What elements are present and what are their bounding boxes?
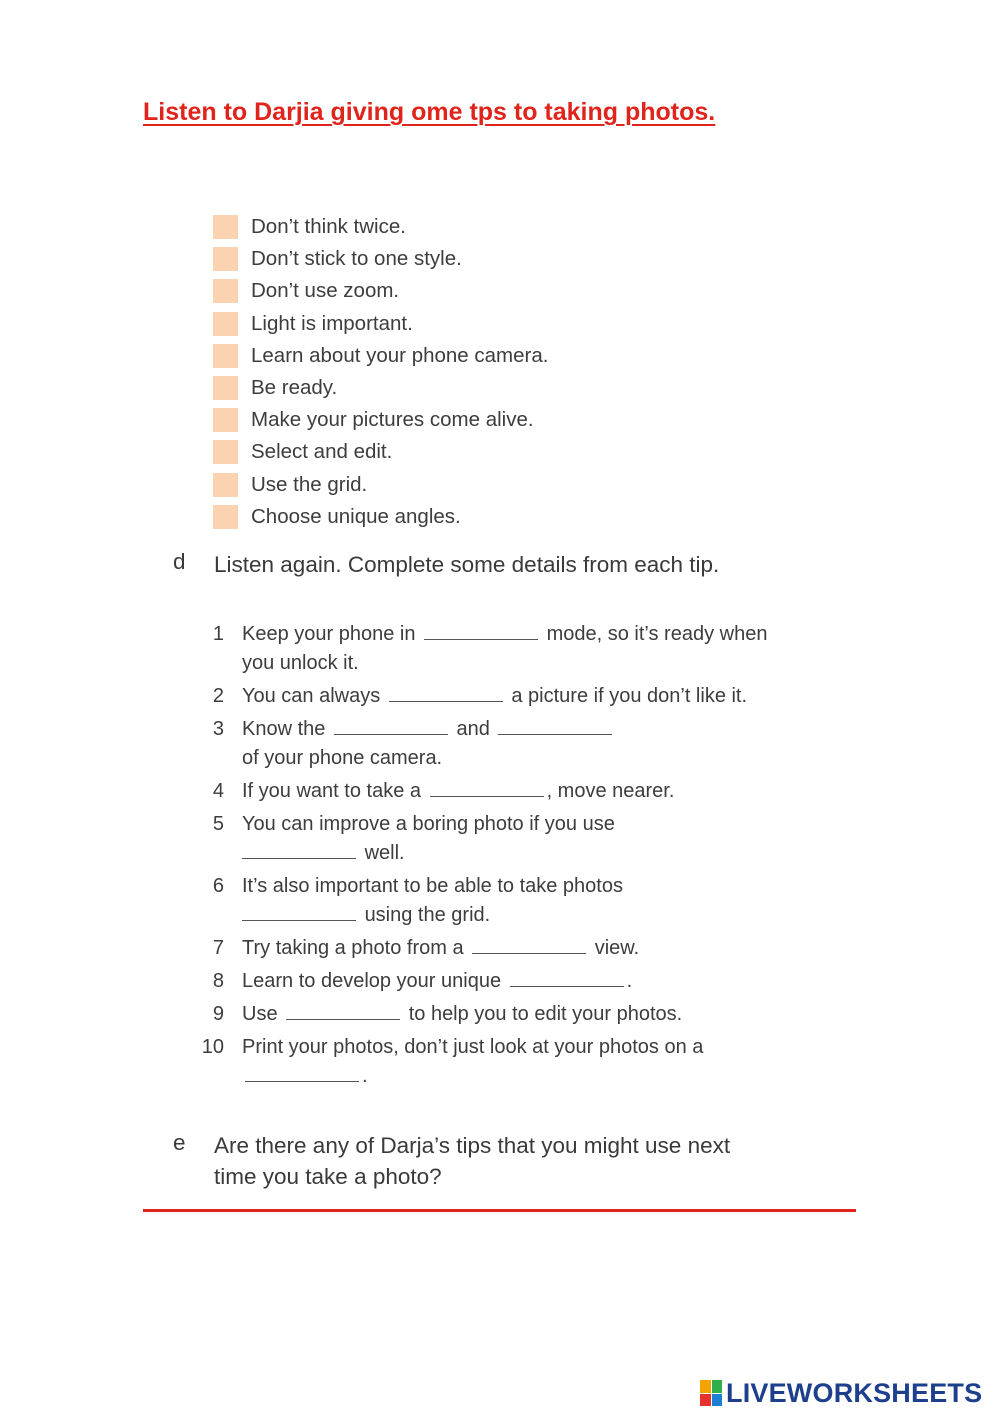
tip-text: Be ready. (251, 376, 338, 400)
gap-fill-item (198, 715, 778, 773)
logo-square (712, 1394, 723, 1407)
gap-fill-item (198, 620, 778, 678)
tip-item (213, 211, 548, 243)
item-text-before: You can improve a boring photo if you use (242, 813, 615, 835)
tips-list (213, 211, 548, 533)
gap-fill-item (198, 967, 778, 996)
gap-fill-item (198, 1033, 778, 1091)
section-d-letter: d (173, 549, 186, 574)
tip-checkbox[interactable] (213, 473, 238, 497)
logo-square (700, 1380, 711, 1393)
item-number: 5 (212, 813, 224, 835)
tip-text: Don’t use zoom. (251, 279, 400, 303)
item-text-before: Print your photos, don’t just look at your photos on a (242, 1036, 704, 1058)
answer-blank[interactable] (334, 716, 448, 735)
item-text-after: . (362, 1065, 368, 1087)
answer-input-line[interactable] (143, 1209, 856, 1212)
section-e-question: Are there any of Darja’s tips that you might use next time you take a photo? (214, 1133, 731, 1189)
answer-blank[interactable] (472, 935, 586, 954)
tip-item (213, 469, 548, 501)
tip-item (213, 308, 548, 340)
item-text-after: using the grid. (364, 904, 491, 926)
item-text-before: Use (242, 1003, 278, 1025)
tip-checkbox[interactable] (213, 312, 238, 336)
answer-blank[interactable] (242, 840, 356, 859)
item-text-after: , move nearer. (546, 780, 675, 802)
gap-fill-item (198, 810, 778, 868)
gap-fill-list (198, 620, 778, 1091)
item-text-after: view. (594, 937, 640, 959)
tip-checkbox[interactable] (213, 505, 238, 529)
tip-checkbox[interactable] (213, 247, 238, 271)
tip-item (213, 243, 548, 275)
item-number: 4 (212, 780, 224, 802)
item-number: 3 (212, 718, 224, 740)
logo-square (700, 1394, 711, 1407)
item-text-before: Try taking a photo from a (242, 937, 464, 959)
item-number: 7 (212, 937, 224, 959)
tip-item (213, 404, 548, 436)
gap-fill-item (198, 1000, 778, 1029)
answer-blank[interactable] (242, 902, 356, 921)
tip-checkbox[interactable] (213, 440, 238, 464)
tip-text: Make your pictures come alive. (251, 408, 534, 432)
tip-item (213, 340, 548, 372)
item-text-after: . (626, 970, 633, 992)
item-text-before: If you want to take a (242, 780, 421, 802)
logo-square (712, 1380, 723, 1393)
gap-fill-item (198, 934, 778, 963)
tip-checkbox[interactable] (213, 376, 238, 400)
item-text-before: Keep your phone in (242, 623, 416, 645)
item-text-after: well. (364, 842, 405, 864)
tip-text: Learn about your phone camera. (251, 343, 549, 367)
answer-blank[interactable] (430, 778, 544, 797)
tip-text: Choose unique angles. (251, 504, 461, 528)
gap-fill-item (198, 777, 778, 806)
answer-blank[interactable] (286, 1001, 400, 1020)
brand-footer (700, 1378, 982, 1408)
tip-item (213, 501, 548, 533)
answer-blank[interactable] (498, 716, 612, 735)
item-text-middle: and (456, 718, 490, 740)
item-number: 9 (212, 1003, 224, 1025)
item-text-after: of your phone camera. (242, 747, 443, 769)
tip-checkbox[interactable] (213, 279, 238, 303)
tip-text: Select and edit. (251, 440, 393, 464)
item-number: 10 (201, 1036, 224, 1058)
gap-fill-item (198, 682, 778, 711)
answer-blank[interactable] (389, 683, 503, 702)
answer-blank[interactable] (510, 968, 624, 987)
liveworksheets-logo-icon (700, 1380, 722, 1406)
brand-name: LIVEWORKSHEETS (726, 1377, 983, 1408)
item-text-before: Know the (242, 718, 326, 740)
item-number: 2 (212, 685, 224, 707)
tip-item (213, 372, 548, 404)
item-text-after: mode, so it’s ready when you unlock it. (242, 623, 768, 674)
item-text-before: It’s also important to be able to take photos (242, 875, 623, 897)
item-number: 1 (212, 623, 224, 645)
item-text-before: Learn to develop your unique (242, 970, 502, 992)
item-number: 8 (212, 970, 224, 992)
answer-blank[interactable] (245, 1063, 359, 1082)
item-text-after: a picture if you don’t like it. (511, 685, 748, 707)
tip-checkbox[interactable] (213, 215, 238, 239)
item-text-after: to help you to edit your photos. (408, 1003, 683, 1025)
tip-text: Use the grid. (251, 472, 368, 496)
section-e-letter: e (173, 1130, 186, 1155)
answer-blank[interactable] (424, 621, 538, 640)
tip-checkbox[interactable] (213, 408, 238, 432)
tip-text: Don’t think twice. (251, 215, 406, 239)
tip-text: Don’t stick to one style. (251, 247, 462, 271)
gap-fill-item (198, 872, 778, 930)
tip-checkbox[interactable] (213, 344, 238, 368)
tip-item (213, 436, 548, 468)
item-number: 6 (212, 875, 224, 897)
section-d-instruction: Listen again. Complete some details from each tip. (214, 552, 720, 577)
item-text-before: You can always (242, 685, 381, 707)
worksheet-title: Listen to Darjia giving ome tps to taking photos. (143, 98, 716, 126)
tip-text: Light is important. (251, 311, 413, 335)
tip-item (213, 275, 548, 307)
